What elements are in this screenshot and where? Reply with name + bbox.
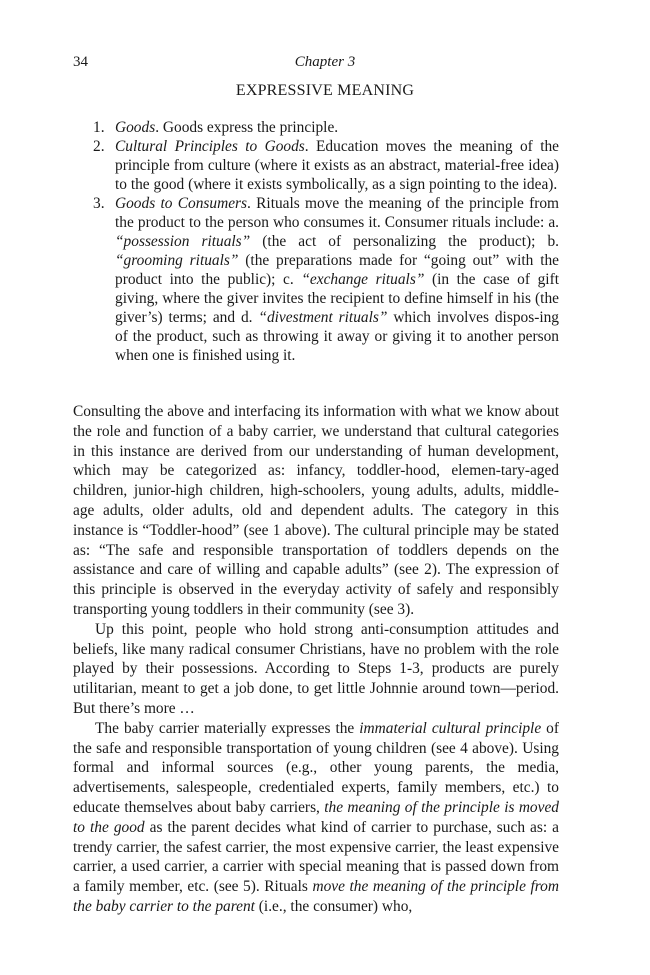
ritual-term: “grooming rituals” [115, 252, 239, 269]
emphasis: immaterial cultural principle [359, 719, 542, 737]
list-item-text: (in the case of gift giving, where the giver invites the recipient to define himself in his (the giver’s) terms; and d. [115, 271, 559, 326]
paragraph-text: The baby carrier materially expresses the [95, 719, 360, 737]
ritual-term: “divestment rituals” [258, 309, 388, 326]
list-item-text: (the act of personalizing the product); b. [250, 233, 560, 250]
paragraph [73, 719, 559, 917]
list-item-text: . Education moves the meaning of the principle from culture (where it exists as an abstract, material-free idea) to the good (where it exists symbolically, as a sign pointing to the idea). [115, 138, 559, 193]
list-item-title: Goods to Consumers [115, 195, 248, 212]
list-item-text: (the preparations made for “going out” with the product into the public); c. [115, 252, 559, 288]
list-item [73, 137, 559, 194]
list-item [73, 118, 559, 137]
list-number: 3. [93, 195, 105, 212]
running-head: Chapter 3 [294, 54, 356, 70]
list-number: 2. [93, 138, 105, 155]
paragraph: Consulting the above and interfacing its information with what we know about the role and function of a baby carrier, we understand that cultural categories in this instance are derived from our understanding of human development, which may be categorized as: infancy, toddler-hood, elemen-tary-aged children, junior-high children, high-schoolers, young adults, adults, middle-age adults, older adults, old and dependent adults. The category in this instance is “Toddler-hood” (see 1 above). The cultural principle may be stated as: “The safe and responsible transportation of toddlers depends on the assistance and care of willing and capable adults” (see 2). The expression of this principle is observed in the everyday activity of safely and responsibly transporting young toddlers in their community (see 3). [73, 403, 559, 618]
paragraph-text: of the safe and responsible transportation of young children (see 4 above). Using formal and informal sources (e.g., other young parents, the media, advertisements, salespeople, credentialed experts, family members, etc.) to educate themselves about baby carriers, [73, 719, 559, 816]
list-item-text: . Goods express the principle. [155, 119, 339, 136]
paragraph: Up this point, people who hold strong anti-consumption attitudes and beliefs, like many radical consumer Christians, have no problem with the role played by their possessions. According to Steps 1-3, products are purely utilitarian, meant to get a job done, to get little Johnnie around town—period. But there’s more … [73, 620, 559, 717]
list-item-title: Goods [115, 119, 156, 136]
list-item-title: Cultural Principles to Goods [115, 138, 305, 155]
paragraph-text: as the parent decides what kind of carrier to purchase, such as: a trendy carrier, the safest carrier, the most expensive carrier, the least expensive carrier, a used carrier, a carrier with special meaning that is passed down from a family member, etc. (see 5). Rituals [73, 818, 559, 896]
ritual-term: “exchange rituals” [301, 271, 425, 288]
list-item-text: . Rituals move the meaning of the principle from the product to the person who consumes it. Consumer rituals include: a. [115, 195, 559, 231]
list-item [73, 194, 559, 365]
page-number: 34 [73, 54, 88, 70]
list-number: 1. [93, 119, 105, 136]
emphasis: the meaning of the principle is moved to the good [73, 798, 559, 836]
body-text [73, 402, 559, 917]
paragraph-text: (i.e., the consumer) who, [254, 897, 413, 915]
numbered-list [73, 118, 559, 365]
ritual-term: “possession rituals” [115, 233, 251, 250]
list-item-text: which involves dispos-ing of the product, such as throwing it away or giving it to another person when one is finished using it. [115, 309, 559, 364]
section-title: EXPRESSIVE MEANING [235, 82, 415, 99]
emphasis: move the meaning of the principle from the baby carrier to the parent [73, 878, 559, 915]
